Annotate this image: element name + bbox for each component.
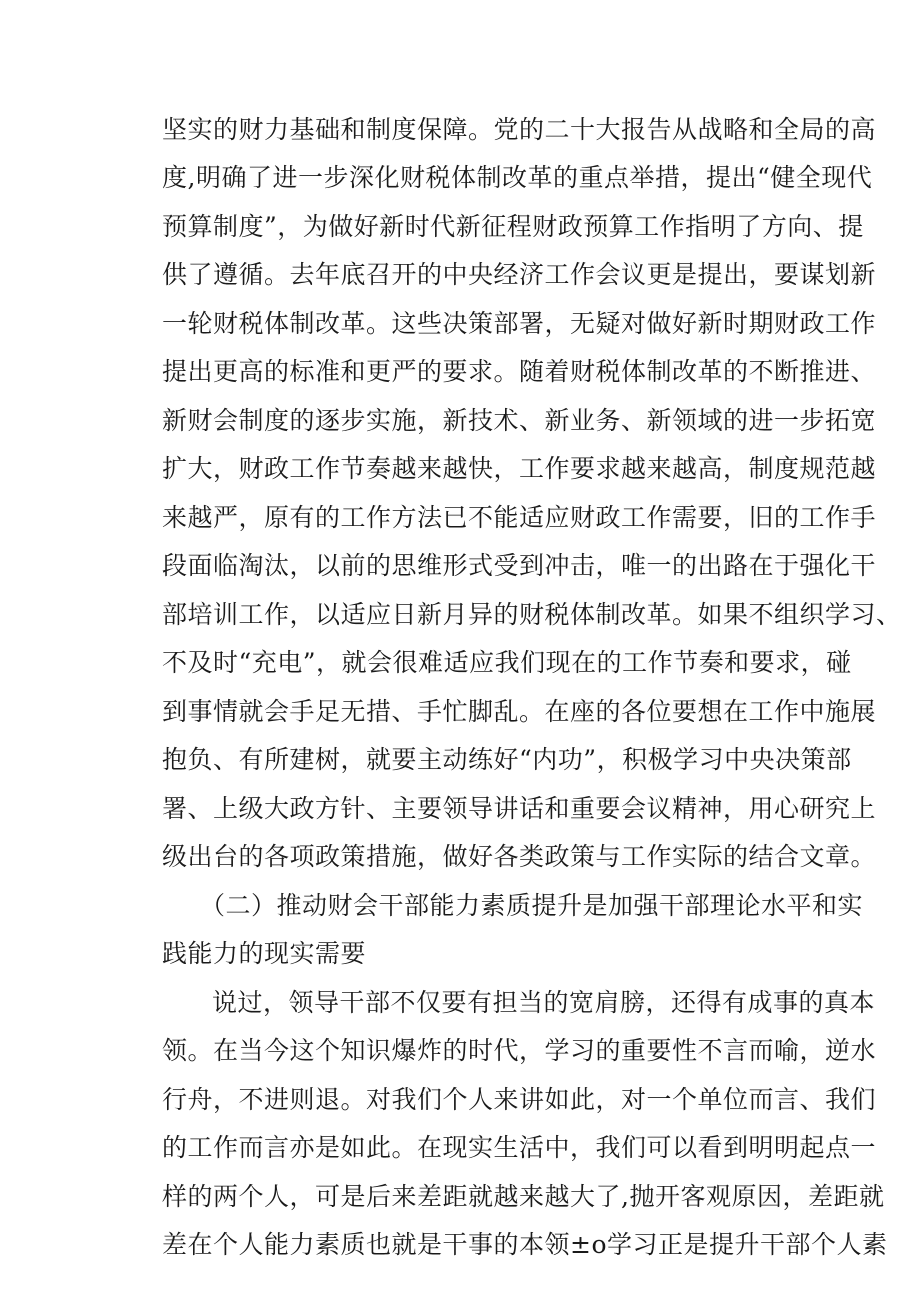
body-text-line: 坚实的财力基础和制度保障。党的二十大报告从战略和全局的高 bbox=[162, 115, 877, 144]
body-text-line: 差在个人能力素质也就是干事的本领±o学习正是提升干部个人素 bbox=[162, 1230, 888, 1259]
body-text-line: 领。在当今这个知识爆炸的时代，学习的重要性不言而喻，逆水 bbox=[162, 1036, 877, 1065]
body-text-line: 不及时“充电”，就会很难适应我们现在的工作节奏和要求，碰 bbox=[162, 648, 852, 677]
body-text-line: 行舟，不进则退。对我们个人来讲如此，对一个单位而言、我们 bbox=[162, 1085, 877, 1114]
body-text-line: 到事情就会手足无措、手忙脚乱。在座的各位要想在工作中施展 bbox=[162, 697, 877, 726]
section-heading-continuation: 践能力的现实需要 bbox=[162, 939, 367, 968]
body-text-line: 级出台的各项政策措施，做好各类政策与工作实际的结合文章。 bbox=[162, 842, 877, 871]
body-text-line: 说过，领导干部不仅要有担当的宽肩膀，还得有成事的真本 bbox=[212, 988, 876, 1017]
body-text-line: 度,明确了进一步深化财税体制改革的重点举措，提出“健全现代 bbox=[162, 163, 873, 192]
body-text-line: 部培训工作，以适应日新月异的财税体制改革。如果不组织学习、 bbox=[162, 600, 902, 629]
body-text-line: 来越严，原有的工作方法已不能适应财政工作需要，旧的工作手 bbox=[162, 503, 877, 532]
section-heading: （二）推动财会干部能力素质提升是加强干部理论水平和实 bbox=[200, 891, 864, 920]
body-text-line: 段面临淘汰，以前的思维形式受到冲击，唯一的出路在于强化干 bbox=[162, 551, 877, 580]
body-text-line: 供了遵循。去年底召开的中央经济工作会议更是提出，要谋划新 bbox=[162, 260, 877, 289]
body-text-line: 提出更高的标准和更严的要求。随着财税体制改革的不断推进、 bbox=[162, 357, 877, 386]
body-text-line: 署、上级大政方针、主要领导讲话和重要会议精神，用心研究上 bbox=[162, 794, 877, 823]
body-text-line: 抱负、有所建树，就要主动练好“内功”，积极学习中央决策部 bbox=[162, 745, 852, 774]
body-text-line: 新财会制度的逐步实施，新技术、新业务、新领域的进一步拓宽 bbox=[162, 406, 877, 435]
body-text-line: 一轮财税体制改革。这些决策部署，无疑对做好新时期财政工作 bbox=[162, 309, 877, 338]
body-text-line: 的工作而言亦是如此。在现实生活中，我们可以看到明明起点一 bbox=[162, 1133, 877, 1162]
body-text-line: 预算制度”，为做好新时代新征程财政预算工作指明了方向、提 bbox=[162, 212, 864, 241]
body-text-line: 样的两个人，可是后来差距就越来越大了,抛开客观原因，差距就 bbox=[162, 1182, 885, 1211]
body-text-line: 扩大，财政工作节奏越来越快，工作要求越来越高，制度规范越 bbox=[162, 454, 877, 483]
